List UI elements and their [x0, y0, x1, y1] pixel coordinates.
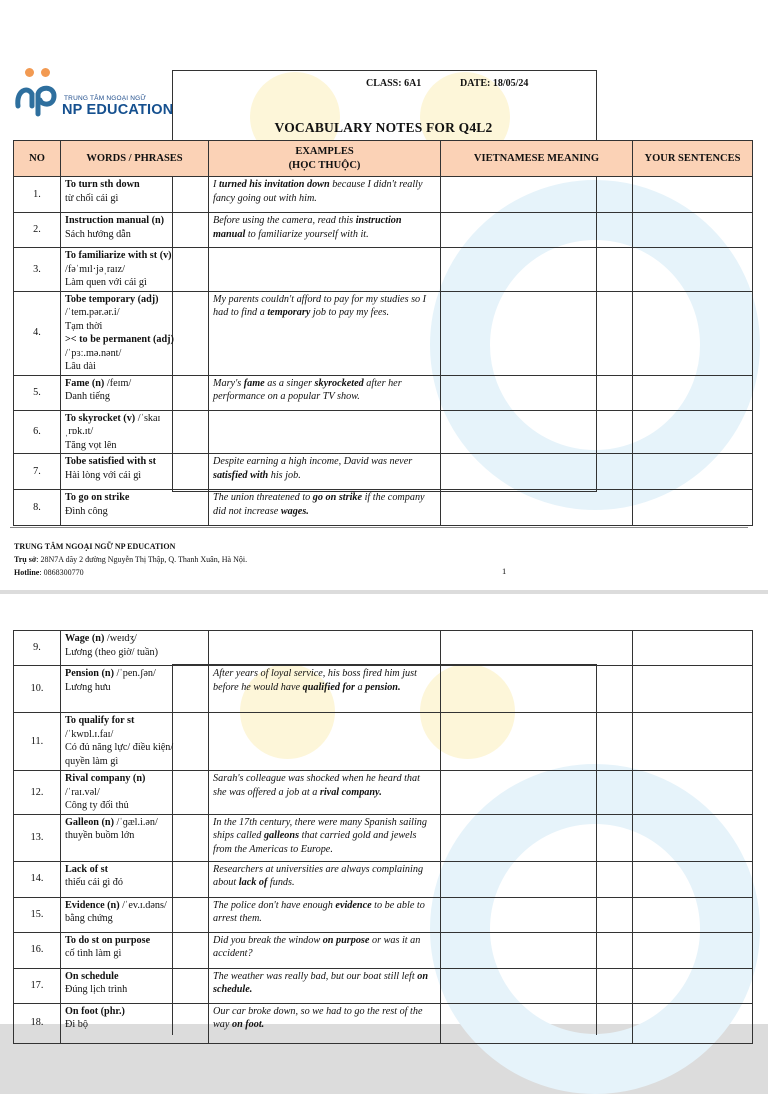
phonetic-text: /ˈev.ɪ.dəns/	[122, 899, 167, 911]
example-text: after her performance on a popular TV show.	[213, 377, 402, 402]
detail-text: /ˈtem.pər.ər.i/	[65, 307, 120, 318]
vietnamese-meaning-cell[interactable]	[441, 861, 633, 897]
detail-text: >< to be permanent (adj)	[65, 334, 174, 345]
vietnamese-meaning-cell[interactable]	[441, 968, 633, 1003]
table-row	[14, 897, 753, 932]
vietnamese-meaning-cell[interactable]	[441, 1003, 633, 1043]
footer-hotline-value: : 0868300770	[39, 568, 84, 577]
vietnamese-meaning-cell[interactable]	[441, 177, 633, 213]
phonetic-text: /ˈskaɪ	[137, 412, 161, 424]
example-cell	[209, 861, 441, 897]
example-cell	[209, 968, 441, 1003]
footer-hotline	[14, 566, 247, 579]
your-sentence-cell[interactable]	[633, 666, 753, 713]
word-detail	[65, 347, 204, 361]
word-term	[65, 899, 204, 913]
word-detail	[65, 228, 204, 242]
example-text: because I didn't really fancy going out with him.	[213, 179, 423, 204]
word-detail	[65, 947, 204, 961]
example-cell	[209, 631, 441, 666]
table-row	[14, 666, 753, 713]
example-text: to be able to arrest them.	[213, 899, 425, 924]
example-text: The police don't have enough	[213, 899, 336, 911]
row-number: 5.	[14, 375, 61, 410]
detail-text: Tăng vọt lên	[65, 439, 117, 451]
word-detail	[65, 505, 204, 519]
example-text: In the 17th century, there were many Spanish sailing ships called	[213, 816, 427, 841]
table-row	[14, 968, 753, 1003]
table-row	[14, 932, 753, 968]
example-cell	[209, 291, 441, 375]
example-text: Before using the camera, read this	[213, 215, 356, 226]
vietnamese-meaning-cell[interactable]	[441, 454, 633, 490]
your-sentence-cell[interactable]	[633, 861, 753, 897]
term-text: Tobe temporary (adj)	[65, 293, 159, 305]
your-sentence-cell[interactable]	[633, 771, 753, 815]
phonetic-text: /ˈpen.ʃən/	[116, 668, 156, 679]
word-term	[65, 714, 204, 728]
example-text: The union threatened to	[213, 492, 313, 503]
example-text: as a singer	[264, 377, 315, 389]
page-title: VOCABULARY NOTES FOR Q4L2	[274, 120, 493, 135]
word-detail	[65, 983, 204, 997]
row-number: 16.	[14, 932, 61, 968]
your-sentence-cell[interactable]	[633, 713, 753, 771]
your-sentence-cell[interactable]	[633, 897, 753, 932]
vietnamese-meaning-cell[interactable]	[441, 814, 633, 861]
example-keyword: skyrocketed	[314, 377, 364, 389]
word-detail	[65, 912, 204, 926]
word-cell	[61, 291, 209, 375]
row-number: 2.	[14, 213, 61, 248]
example-keyword: go on strike	[312, 492, 363, 503]
class-label: CLASS: 6A1	[366, 78, 422, 89]
term-text: To familiarize with st (v)	[65, 250, 172, 261]
detail-text: Đúng lịch trình	[65, 984, 128, 995]
word-detail	[65, 1018, 204, 1032]
example-cell	[209, 177, 441, 213]
detail-text: cố tình làm gì	[65, 948, 122, 959]
example-keyword: pension.	[365, 681, 401, 693]
example-cell	[209, 248, 441, 292]
example-cell	[209, 490, 441, 526]
example-cell	[209, 771, 441, 815]
row-number: 12.	[14, 771, 61, 815]
term-text: Pension (n)	[65, 668, 117, 679]
word-detail	[65, 320, 204, 334]
detail-text: /ˈraɪ.vəl/	[65, 786, 100, 798]
word-cell	[61, 666, 209, 713]
your-sentence-cell[interactable]	[633, 291, 753, 375]
example-keyword: fame	[243, 377, 265, 389]
page-number: 1	[502, 566, 507, 576]
detail-text: Lương (theo giờ/ tuần)	[65, 646, 158, 658]
row-number: 14.	[14, 861, 61, 897]
vietnamese-meaning-cell[interactable]	[441, 375, 633, 410]
phonetic-text: /ˈɡæl.i.ən/	[116, 816, 158, 828]
np-education-logo	[14, 68, 174, 120]
example-text: Our car broke down, so we had to go the rest of the way	[213, 1005, 423, 1030]
word-detail	[65, 333, 204, 347]
word-term	[65, 491, 204, 505]
example-text: The weather was really bad, but our boat still left	[213, 970, 418, 982]
word-term	[65, 293, 204, 307]
example-keyword: lack of	[238, 877, 268, 888]
word-cell	[61, 248, 209, 292]
word-detail	[65, 646, 204, 660]
example-keyword: temporary	[267, 307, 311, 318]
footer-address	[14, 553, 247, 566]
vocabulary-table-continued	[13, 630, 753, 1044]
table-row	[14, 771, 753, 815]
word-term	[65, 178, 204, 192]
table-row	[14, 177, 753, 213]
table-row	[14, 454, 753, 490]
example-text: I	[213, 179, 219, 190]
term-text: Instruction manual (n)	[65, 215, 165, 226]
vietnamese-meaning-cell[interactable]	[441, 248, 633, 292]
term-text: To skyrocket (v)	[65, 412, 138, 424]
example-cell	[209, 897, 441, 932]
word-cell	[61, 375, 209, 410]
col-header-words: WORDS / PHRASES	[61, 141, 209, 177]
vietnamese-meaning-cell[interactable]	[441, 771, 633, 815]
your-sentence-cell[interactable]	[633, 490, 753, 526]
term-text: Evidence (n)	[65, 899, 123, 911]
logo-brand-text: NP EDUCATION	[62, 102, 174, 118]
detail-text: Lâu dài	[65, 361, 96, 372]
word-term	[65, 667, 204, 681]
vietnamese-meaning-cell[interactable]	[441, 631, 633, 666]
table-row	[14, 1003, 753, 1043]
detail-text: Tạm thời	[65, 320, 103, 332]
table-row	[14, 213, 753, 248]
word-term	[65, 632, 204, 646]
word-term	[65, 249, 204, 263]
word-detail	[65, 192, 204, 206]
word-cell	[61, 814, 209, 861]
row-number: 1.	[14, 177, 61, 213]
example-keyword: on purpose	[322, 934, 370, 946]
term-text: Wage (n)	[65, 633, 107, 644]
example-text: or was it an accident?	[213, 934, 421, 959]
your-sentence-cell[interactable]	[633, 248, 753, 292]
term-text: Rival company (n)	[65, 773, 146, 784]
word-detail	[65, 469, 204, 483]
example-keyword: wages.	[280, 505, 309, 517]
row-number: 9.	[14, 631, 61, 666]
your-sentence-cell[interactable]	[633, 932, 753, 968]
footer-name: TRUNG TÂM NGOẠI NGỮ NP EDUCATION	[14, 542, 176, 551]
term-text: Lack of st	[65, 863, 109, 875]
example-keyword: qualified for	[302, 681, 355, 693]
vietnamese-meaning-cell[interactable]	[441, 897, 633, 932]
word-detail	[65, 360, 204, 374]
your-sentence-cell[interactable]	[633, 968, 753, 1003]
phonetic-text: /feɪm/	[106, 377, 132, 389]
example-text: My parents couldn't afford to pay for my studies so I had to find a	[213, 293, 427, 318]
term-text: On schedule	[65, 970, 119, 982]
example-keyword: on foot.	[231, 1019, 265, 1030]
word-detail	[65, 425, 204, 439]
word-cell	[61, 631, 209, 666]
phonetic-text: /weɪdʒ/	[106, 633, 137, 644]
term-text: To qualify for st	[65, 715, 135, 726]
example-cell	[209, 814, 441, 861]
term-text: To do st on purpose	[65, 934, 151, 946]
row-number: 3.	[14, 248, 61, 292]
word-cell	[61, 177, 209, 213]
word-cell	[61, 410, 209, 454]
detail-text: /ˈpɜː.mə.nənt/	[65, 347, 122, 359]
page-2	[0, 594, 768, 1030]
example-cell	[209, 375, 441, 410]
vietnamese-meaning-cell[interactable]	[441, 932, 633, 968]
table-row	[14, 291, 753, 375]
vietnamese-meaning-cell[interactable]	[441, 490, 633, 526]
word-term	[65, 455, 204, 469]
detail-text: Lương hưu	[65, 681, 111, 693]
word-term	[65, 214, 204, 228]
word-term	[65, 970, 204, 984]
word-detail	[65, 755, 204, 769]
detail-text: quyền làm gì	[65, 755, 119, 767]
table-row	[14, 631, 753, 666]
detail-text: thiếu cái gì đó	[65, 877, 123, 888]
example-keyword: rival company.	[319, 786, 382, 798]
term-text: Tobe satisfied with st	[65, 456, 157, 467]
term-text: To go on strike	[65, 492, 130, 503]
table-row	[14, 410, 753, 454]
table-row	[14, 248, 753, 292]
row-number: 6.	[14, 410, 61, 454]
table-row	[14, 375, 753, 410]
detail-text: Danh tiếng	[65, 391, 110, 402]
example-text: to familiarize yourself with it.	[245, 228, 369, 240]
row-number: 17.	[14, 968, 61, 1003]
date-label: DATE: 18/05/24	[460, 78, 529, 89]
table-row	[14, 861, 753, 897]
col-header-no: NO	[14, 141, 61, 177]
word-detail	[65, 439, 204, 453]
your-sentence-cell[interactable]	[633, 454, 753, 490]
detail-text: bằng chứng	[65, 913, 113, 924]
example-cell	[209, 454, 441, 490]
table-row	[14, 490, 753, 526]
word-detail	[65, 728, 204, 742]
row-number: 15.	[14, 897, 61, 932]
table-row	[14, 713, 753, 771]
detail-text: từ chối cái gì	[65, 192, 119, 204]
detail-text: Sách hướng dẫn	[65, 228, 131, 240]
example-text: Researchers at universities are always complaining about	[213, 863, 424, 888]
word-cell	[61, 861, 209, 897]
word-detail	[65, 306, 204, 320]
word-detail	[65, 390, 204, 404]
your-sentence-cell[interactable]	[633, 814, 753, 861]
detail-text: Làm quen với cái gì	[65, 277, 147, 288]
example-cell	[209, 932, 441, 968]
example-text: that carried gold and jewels from the Americas to Europe.	[213, 830, 417, 855]
example-keyword: satisfied with	[213, 469, 269, 481]
row-number: 11.	[14, 713, 61, 771]
detail-text: Hài lòng với cái gì	[65, 469, 142, 481]
vietnamese-meaning-cell[interactable]	[441, 713, 633, 771]
word-cell	[61, 213, 209, 248]
word-detail	[65, 263, 204, 277]
vietnamese-meaning-cell[interactable]	[441, 213, 633, 248]
detail-text: Có đủ năng lực/ điều kiện/	[65, 742, 174, 753]
word-cell	[61, 897, 209, 932]
example-cell	[209, 213, 441, 248]
word-term	[65, 1005, 204, 1019]
word-detail	[65, 799, 204, 813]
vietnamese-meaning-cell[interactable]	[441, 410, 633, 454]
col-header-examples-1: EXAMPLES	[295, 145, 354, 157]
logo-np-icon	[14, 76, 62, 116]
example-text: After years of loyal service, his boss fired him just before he would have	[213, 668, 417, 693]
vocabulary-table	[13, 140, 753, 526]
term-text: Galleon (n)	[65, 816, 117, 828]
example-text: Sarah's colleague was shocked when he heard that she was offered a job at a	[213, 773, 420, 798]
example-text: a	[354, 681, 366, 693]
col-header-vietnamese: VIETNAMESE MEANING	[441, 141, 633, 177]
word-term	[65, 863, 204, 877]
row-number: 18.	[14, 1003, 61, 1043]
your-sentence-cell[interactable]	[633, 410, 753, 454]
col-header-examples-2: (HỌC THUỘC)	[288, 159, 361, 171]
vietnamese-meaning-cell[interactable]	[441, 666, 633, 713]
your-sentence-cell[interactable]	[633, 1003, 753, 1043]
example-text: job to pay my fees.	[310, 307, 390, 318]
detail-text: thuyền buồm lớn	[65, 830, 135, 841]
example-keyword: instruction manual	[213, 215, 402, 240]
example-text: if the company did not increase	[213, 492, 425, 517]
word-detail	[65, 681, 204, 695]
footer	[14, 540, 247, 579]
your-sentence-cell[interactable]	[633, 375, 753, 410]
example-cell	[209, 410, 441, 454]
word-term	[65, 772, 204, 786]
detail-text: Đình công	[65, 505, 108, 517]
example-keyword: turned his invitation down	[218, 179, 330, 190]
example-keyword: on schedule.	[213, 970, 428, 995]
your-sentence-cell[interactable]	[633, 177, 753, 213]
col-header-examples	[209, 141, 441, 177]
word-term	[65, 816, 204, 830]
logo-small-text: TRUNG TÂM NGOẠI NGỮ	[64, 95, 147, 102]
detail-text: /fəˈmɪl·jəˌraɪz/	[65, 263, 125, 275]
word-detail	[65, 276, 204, 290]
row-number: 10.	[14, 666, 61, 713]
example-keyword: galleons	[263, 830, 300, 841]
word-cell	[61, 713, 209, 771]
word-cell	[61, 968, 209, 1003]
example-text: his job.	[268, 469, 301, 481]
word-cell	[61, 932, 209, 968]
word-detail	[65, 741, 204, 755]
example-cell	[209, 666, 441, 713]
detail-text: ˌrɒk.ɪt/	[65, 426, 94, 437]
your-sentence-cell[interactable]	[633, 213, 753, 248]
example-cell	[209, 713, 441, 771]
detail-text: /ˈkwɒl.ɪ.faɪ/	[65, 728, 114, 740]
footer-hotline-label: Hotline	[14, 568, 40, 577]
example-text: Mary's	[213, 377, 244, 389]
col-header-your-sentences: YOUR SENTENCES	[633, 141, 753, 177]
example-keyword: evidence	[335, 899, 372, 911]
footer-rule	[10, 527, 748, 528]
row-number: 4.	[14, 291, 61, 375]
row-number: 8.	[14, 490, 61, 526]
word-detail	[65, 786, 204, 800]
word-term	[65, 412, 204, 426]
detail-text: Công ty đối thủ	[65, 800, 129, 811]
word-cell	[61, 490, 209, 526]
footer-address-value: : 28N7A dãy 2 đường Nguyễn Thị Thập, Q. Thanh Xuân, Hà Nội.	[36, 555, 248, 564]
row-number: 13.	[14, 814, 61, 861]
footer-address-label: Trụ sở	[14, 555, 37, 564]
word-term	[65, 934, 204, 948]
detail-text: Đi bộ	[65, 1019, 88, 1030]
vietnamese-meaning-cell[interactable]	[441, 291, 633, 375]
word-cell	[61, 1003, 209, 1043]
row-number: 7.	[14, 454, 61, 490]
example-text: Despite earning a high income, David was never	[213, 456, 413, 467]
example-text: funds.	[267, 877, 295, 888]
word-cell	[61, 771, 209, 815]
term-text: To turn sth down	[65, 179, 140, 190]
word-cell	[61, 454, 209, 490]
table-row	[14, 814, 753, 861]
example-cell	[209, 1003, 441, 1043]
word-term	[65, 377, 204, 391]
word-detail	[65, 829, 204, 843]
example-text: Did you break the window	[213, 934, 323, 946]
word-detail	[65, 876, 204, 890]
term-text: Fame (n)	[65, 377, 107, 389]
your-sentence-cell[interactable]	[633, 631, 753, 666]
term-text: On foot (phr.)	[65, 1005, 125, 1017]
